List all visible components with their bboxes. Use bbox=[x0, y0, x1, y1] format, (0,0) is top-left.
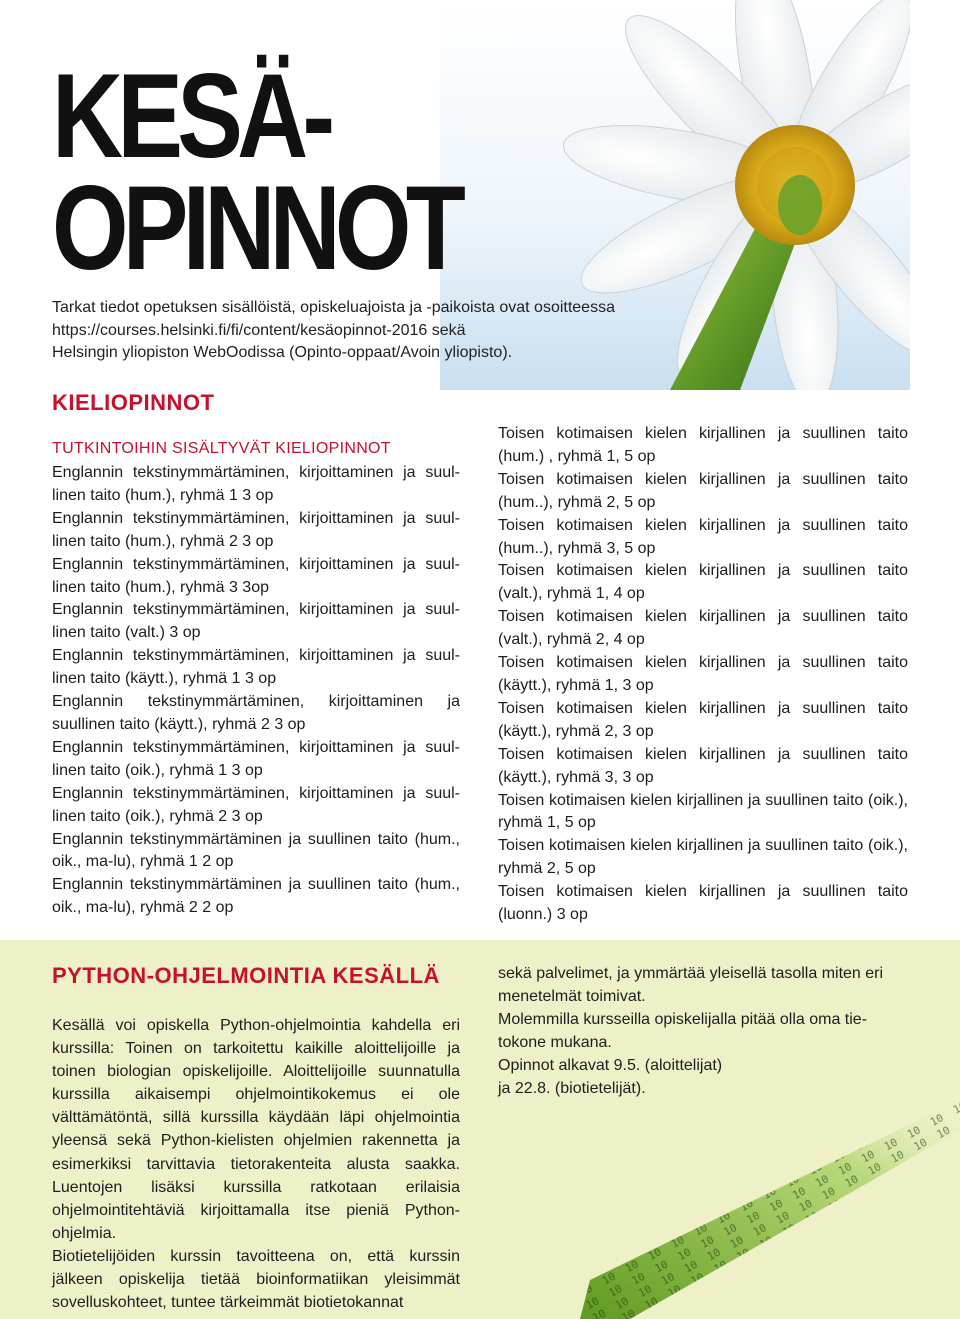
kieliopinnot-subheading: TUTKINTOIHIN SISÄLTYVÄT KIELIOPINNOT bbox=[52, 440, 391, 457]
course-item: Englannin tekstinymmärtäminen, kirjoittaminen ja suullinen taito (oik.), ryhmä 1 3 op bbox=[52, 738, 460, 779]
python-paragraph: Kesällä voi opiskella Python-ohjelmointia kahdella eri kurssilla: Toinen on tarkoitettu kaikille aloittelijoille ja toinen biologian opiskelijoille. Aloittelijoille suunnatulla kurssilla aikaisempi ohjelmointikokemus ei ole välttämätöntä, sillä kurssilla käydään läpi ohjelmointia yleensä sekä Python-kielisten ohjelmien rakennetta ja esimerkiksi tarvittavia tietorakenteita alusta saakka. Luentojen lisäksi kurssilla ratkotaan erilaisia ohjelmointitehtäviä kirjoittamalla itse pieniä Python-ohjelmia. bbox=[52, 1017, 460, 1242]
swedish-course-list bbox=[498, 423, 908, 927]
course-item: Englannin tekstinymmärtäminen, kirjoittaminen ja suullinen taito (hum.), ryhmä 2 3 op bbox=[52, 509, 460, 550]
course-item: Toisen kotimaisen kielen kirjallinen ja suullinen taito (hum..), ryhmä 2, 5 op bbox=[498, 470, 908, 511]
course-item: Englannin tekstinymmärtäminen, kirjoittaminen ja suullinen taito (hum.), ryhmä 3 3op bbox=[52, 555, 460, 596]
course-item: Toisen kotimaisen kielen kirjallinen ja suullinen taito (hum.) , ryhmä 1, 5 op bbox=[498, 425, 908, 465]
english-course-list bbox=[52, 462, 460, 920]
title-line-2: OPINNOT bbox=[52, 161, 461, 295]
course-item: Toisen kotimaisen kielen kirjallinen ja suullinen taito (oik.), ryhmä 2, 5 op bbox=[498, 837, 908, 878]
python-heading: PYTHON-OHJELMOINTIA KESÄLLÄ bbox=[52, 963, 440, 988]
intro-line: Helsingin yliopiston WebOodissa (Opinto-oppaat/Avoin yliopisto). bbox=[52, 344, 513, 361]
course-item: Englannin tekstinymmärtäminen, kirjoittaminen ja suullinen taito (hum.), ryhmä 1 3 op bbox=[52, 464, 460, 504]
course-item: Toisen kotimaisen kielen kirjallinen ja suullinen taito (valt.), ryhmä 1, 4 op bbox=[498, 562, 908, 603]
course-item: Englannin tekstinymmärtäminen, kirjoittaminen ja suullinen taito (oik.), ryhmä 2 3 op bbox=[52, 784, 460, 825]
course-item: Englannin tekstinymmärtäminen, kirjoittaminen ja suullinen taito (käytt.), ryhmä 2 3 op bbox=[52, 693, 460, 733]
python-text-left bbox=[52, 1014, 460, 1314]
course-item: Toisen kotimaisen kielen kirjallinen ja suullinen taito (valt.), ryhmä 2, 4 op bbox=[498, 608, 908, 649]
course-item: Englannin tekstinymmärtäminen, kirjoittaminen ja suullinen taito (käytt.), ryhmä 1 3 op bbox=[52, 647, 460, 688]
binary-code-stream-image bbox=[560, 1090, 960, 1319]
course-item: Englannin tekstinymmärtäminen, kirjoittaminen ja suullinen taito (valt.) 3 op bbox=[52, 601, 460, 642]
python-start-date: Opinnot alkavat 9.5. (aloittelijat) bbox=[498, 1057, 723, 1075]
course-item: Toisen kotimaisen kielen kirjallinen ja suullinen taito (luonn.) 3 op bbox=[498, 883, 908, 924]
course-item: Toisen kotimaisen kielen kirjallinen ja suullinen taito (käytt.), ryhmä 3, 3 op bbox=[498, 745, 908, 786]
course-item: Toisen kotimaisen kielen kirjallinen ja suullinen taito (käytt.), ryhmä 1, 3 op bbox=[498, 654, 908, 694]
python-paragraph: Biotietelijöiden kurssin tavoitteena on, että kurssin jälkeen opiskelija tietää bioinformatiikan yleisimmät sovelluskohteet, tuntee tärkeimmät biotietokannat bbox=[52, 1247, 460, 1312]
python-paragraph: sekä palvelimet, ja ymmärtää yleisellä tasolla miten eri menetelmät toimivat. bbox=[498, 965, 884, 1006]
page-title bbox=[52, 49, 461, 295]
title-line-1: KESÄ- bbox=[52, 49, 330, 183]
course-item: Toisen kotimaisen kielen kirjallinen ja suullinen taito (käytt.), ryhmä 2, 3 op bbox=[498, 699, 908, 740]
kieliopinnot-heading: KIELIOPINNOT bbox=[52, 390, 215, 415]
intro-link-line[interactable]: https://courses.helsinki.fi/fi/content/kesäopinnot-2016 sekä bbox=[52, 321, 466, 339]
intro-text bbox=[52, 297, 692, 365]
course-item: Toisen kotimaisen kielen kirjallinen ja suullinen taito (hum..), ryhmä 3, 5 op bbox=[498, 516, 908, 557]
course-item: Toisen kotimaisen kielen kirjallinen ja suullinen taito (oik.), ryhmä 1, 5 op bbox=[498, 791, 908, 832]
course-item: Englannin tekstinymmärtäminen ja suullinen taito (hum., oik., ma-lu), ryhmä 1 2 op bbox=[52, 830, 460, 871]
python-start-date: ja 22.8. (biotietelijät). bbox=[498, 1080, 646, 1098]
python-paragraph: Molemmilla kursseilla opiskelijalla pitää olla oma tietokone mukana. bbox=[498, 1011, 868, 1052]
intro-line: Tarkat tiedot opetuksen sisällöistä, opiskeluajoista ja -paikoista ovat osoitteessa bbox=[52, 299, 615, 316]
python-text-right bbox=[498, 962, 908, 1101]
course-item: Englannin tekstinymmärtäminen ja suullinen taito (hum., oik., ma-lu), ryhmä 2 2 op bbox=[52, 876, 460, 917]
